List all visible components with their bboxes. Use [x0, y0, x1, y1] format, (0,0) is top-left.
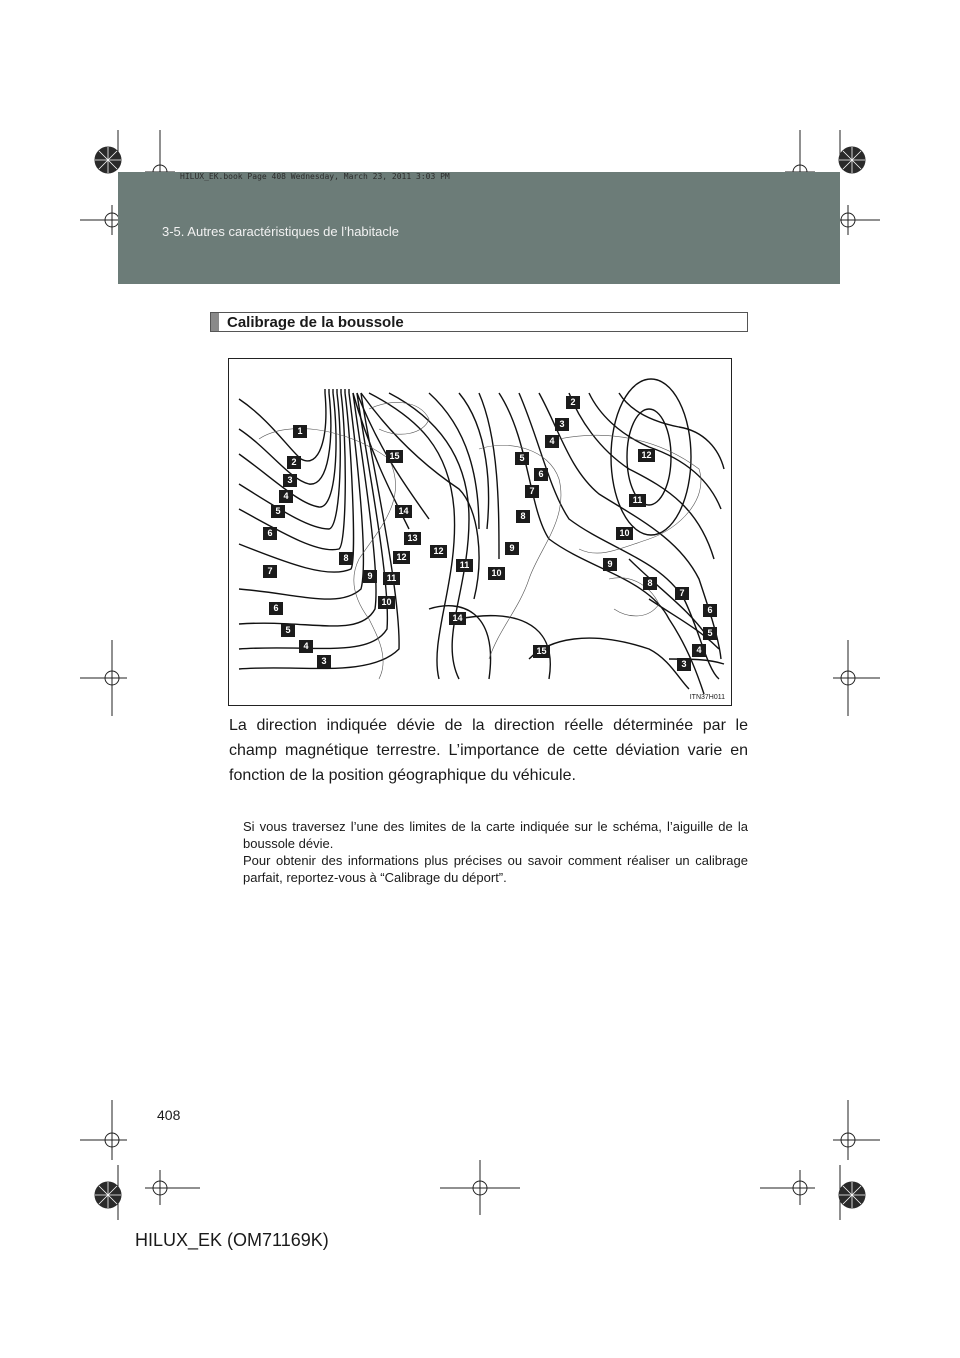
zone-label: 6 [269, 602, 283, 615]
zone-label: 6 [534, 468, 548, 481]
zone-label: 3 [283, 474, 297, 487]
model-code: HILUX_EK (OM71169K) [135, 1230, 329, 1250]
zone-label: 15 [386, 450, 403, 463]
zone-label: 15 [533, 645, 550, 658]
zone-label: 14 [395, 505, 412, 518]
zone-label: 4 [545, 435, 559, 448]
zone-label: 12 [393, 551, 410, 564]
zone-label: 6 [263, 527, 277, 540]
zone-label: 9 [363, 570, 377, 583]
zone-label: 3 [317, 655, 331, 668]
magnetic-zone-map [228, 358, 732, 706]
zone-label: 2 [566, 396, 580, 409]
zone-label: 8 [643, 577, 657, 590]
zone-label: 4 [279, 490, 293, 503]
page-number: 408 [157, 1107, 181, 1123]
zone-label: 9 [603, 558, 617, 571]
zone-label: 10 [616, 527, 633, 540]
zone-label: 8 [516, 510, 530, 523]
zone-label: 10 [488, 567, 505, 580]
zone-label: 3 [555, 418, 569, 431]
zone-label: 4 [692, 644, 706, 657]
zone-label: 12 [638, 449, 655, 462]
zone-label: 2 [287, 456, 301, 469]
zone-map-drawing [229, 359, 731, 705]
book-stamp: HILUX_EK.book Page 408 Wednesday, March 23, 2011 3:03 PM [180, 172, 450, 181]
zone-label: 5 [515, 452, 529, 465]
subheading-title: Calibrage de la boussole [227, 314, 404, 331]
zone-label: 11 [629, 494, 646, 507]
zone-label: 9 [505, 542, 519, 555]
zone-label: 6 [703, 604, 717, 617]
zone-label: 12 [430, 545, 447, 558]
figure-code: ITN37H011 [689, 694, 725, 701]
zone-label: 10 [378, 596, 395, 609]
zone-label: 14 [449, 612, 466, 625]
zone-label: 7 [525, 485, 539, 498]
subheading-box [210, 312, 748, 332]
zone-label: 13 [404, 532, 421, 545]
zone-label: 5 [281, 624, 295, 637]
note-2: Pour obtenir des informations plus précises ou savoir comment réaliser un calibrage parfait, reportez-vous à “Calibrage du déport”. [243, 853, 748, 885]
zone-label: 11 [456, 559, 473, 572]
subheading-bar [211, 313, 219, 331]
zone-label: 7 [263, 565, 277, 578]
zone-label: 11 [383, 572, 400, 585]
body-paragraph: La direction indiquée dévie de la direction réelle déterminée par le champ magnétique terrestre. L’importance de cette déviation varie en fonction de la position géographique du véhicule. [229, 717, 748, 784]
zone-label: 7 [675, 587, 689, 600]
zone-label: 4 [299, 640, 313, 653]
note-1: Si vous traversez l’une des limites de la carte indiquée sur le schéma, l’aiguille de la boussole dévie. [243, 819, 748, 851]
zone-label: 3 [677, 658, 691, 671]
zone-label: 8 [339, 552, 353, 565]
zone-label: 1 [293, 425, 307, 438]
section-title: 3-5. Autres caractéristiques de l’habitacle [162, 224, 400, 239]
zone-label: 5 [271, 505, 285, 518]
zone-label: 5 [703, 627, 717, 640]
